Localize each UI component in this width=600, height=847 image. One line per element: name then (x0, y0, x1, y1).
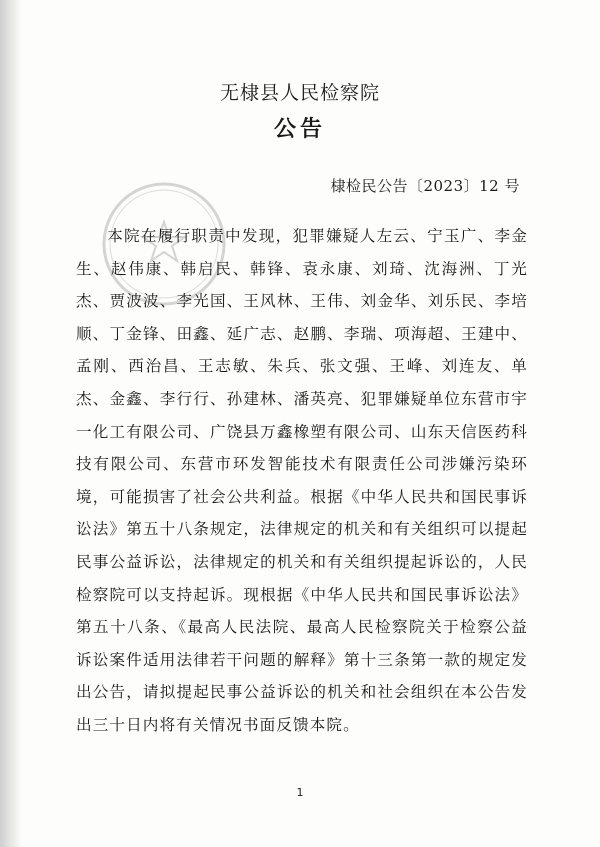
document-number: 棣检民公告〔2023〕12 号 (330, 177, 520, 195)
document-title: 公告 (273, 117, 326, 142)
notice-body-paragraph: 本院在履行职责中发现，犯罪嫌疑人左云、宁玉广、李金生、赵伟康、韩启民、韩锋、袁永康、刘琦、沈海洲、丁光杰、贾波波、李光国、王风林、王伟、刘金华、刘乐民、李培顺、丁金锋、田鑫、延广志、赵鹏、李瑞、项海超、王建中、孟刚、西治昌、王志敏、朱兵、张文强、王峰、刘连友、单杰、金鑫、李行行、孙建林、潘英亮、犯罪嫌疑单位东营市宇一化工有限公司、广饶县万鑫橡塑有限公司、山东天信医药科技有限公司、东营市环发智能技术有限责任公司涉嫌污染环境，可能损害了社会公共利益。根据《中华人民共和国民事诉讼法》第五十八条规定，法律规定的机关和有关组织可以提起民事公益诉讼，法律规定的机关和有关组织提起诉讼的，人民检察院可以支持起诉。现根据《中华人民共和国民事诉讼法》第五十八条、《最高人民法院、最高人民检察院关于检察公益诉讼案件适用法律若干问题的解释》第十三条第一款的规定发出公告，请拟提起民事公益诉讼的机关和社会组织在本公告发出三十日内将有关情况书面反馈本院。 (76, 227, 528, 734)
page-number: 1 (296, 786, 304, 799)
organization-name: 无棣县人民检察院 (219, 82, 380, 104)
